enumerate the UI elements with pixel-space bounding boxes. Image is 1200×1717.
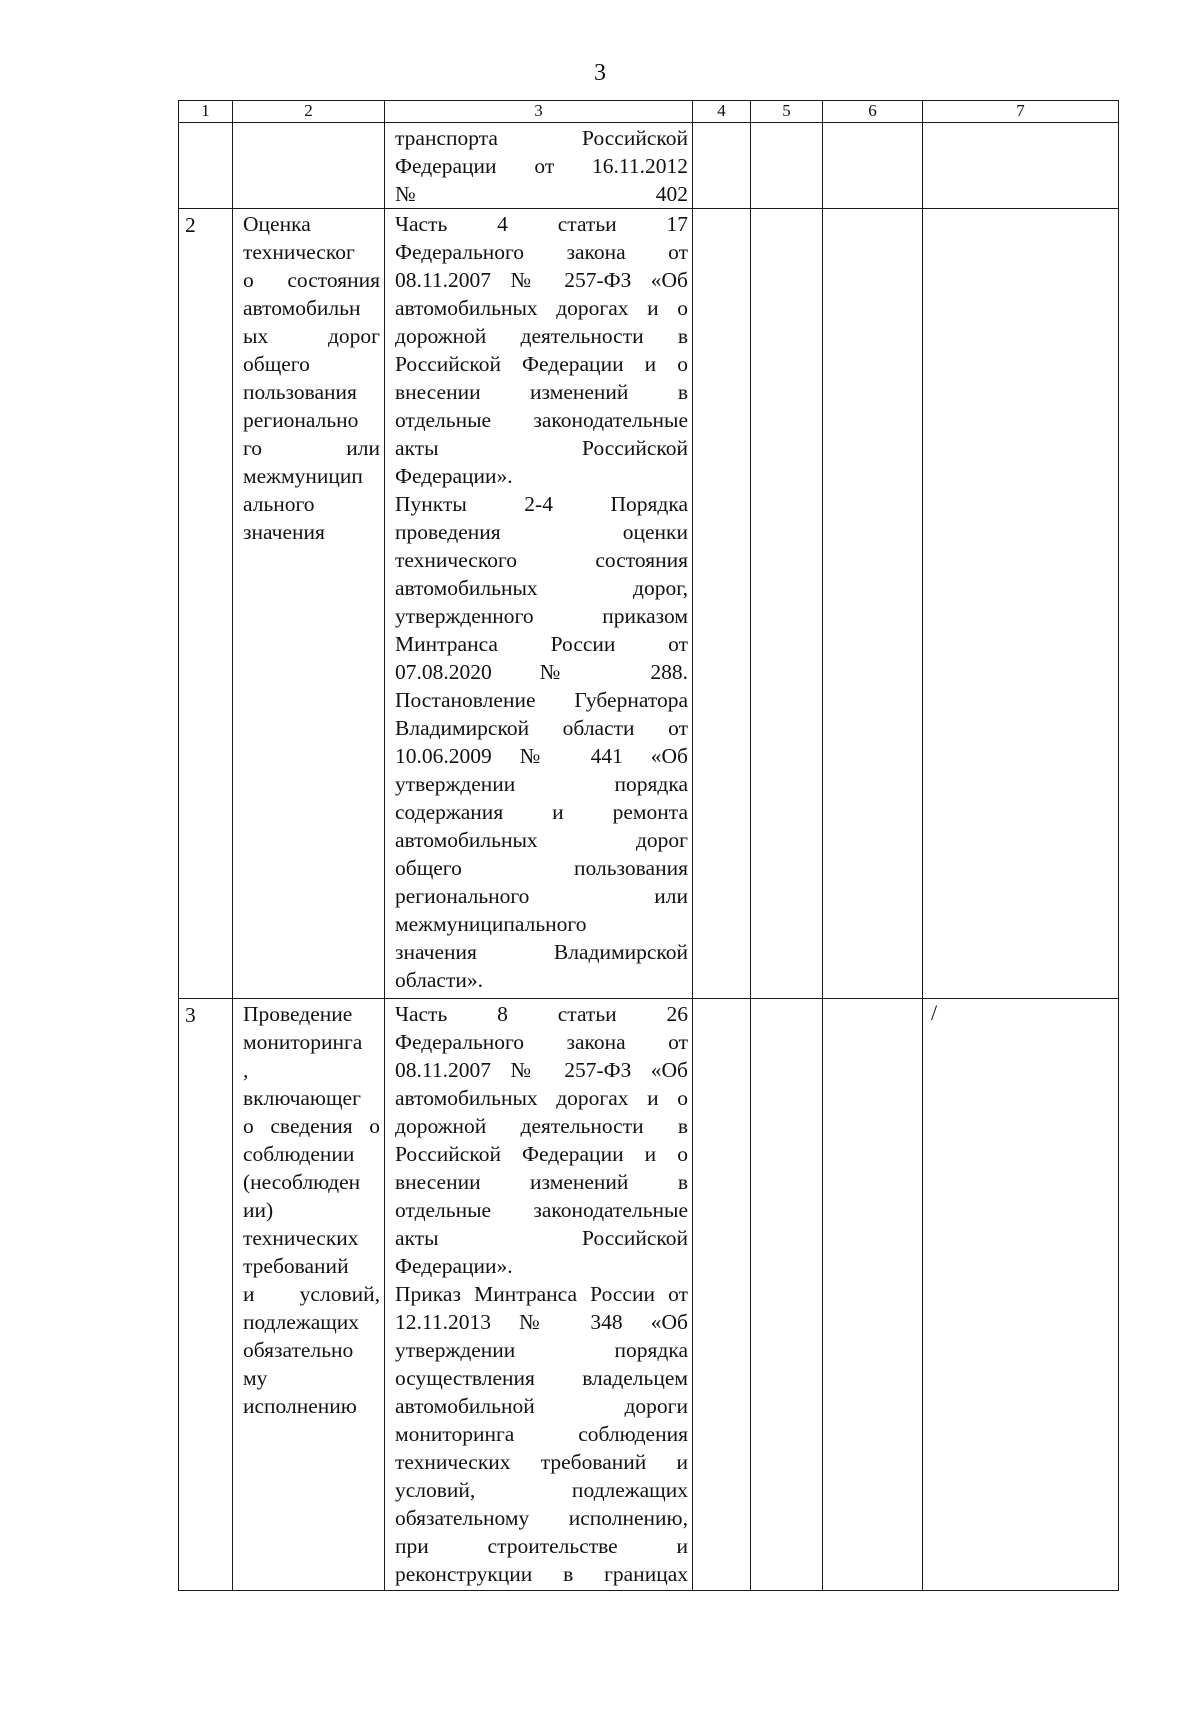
note-mark: / — [931, 1000, 938, 1025]
cell-text-line: технического состояния — [395, 548, 688, 572]
row-number: 3 — [185, 1003, 196, 1027]
activity-name-cell — [233, 999, 385, 1591]
activity-name-cell — [233, 209, 385, 999]
cell-text-line: Российской Федерации и о — [395, 1142, 688, 1166]
table-row — [179, 123, 1119, 209]
cell-text-line: обязательно — [243, 1338, 354, 1362]
cell-text-line: Проведение — [243, 1002, 353, 1026]
cell-text-line: Федерации». — [395, 1254, 513, 1278]
column-header: 3 — [385, 101, 693, 123]
cell-text-line: акты Российской — [395, 436, 688, 460]
cell-text-line: условий, подлежащих — [395, 1478, 688, 1502]
cell-text-line: отдельные законодательные — [395, 1198, 688, 1222]
cell-text-line: осуществления владельцем — [395, 1366, 688, 1390]
cell-text-line: подлежащих — [243, 1310, 360, 1334]
cell-text-line: утверждении порядка — [395, 1338, 688, 1362]
table-header-row — [179, 101, 1119, 123]
cell-text-line: автомобильных дорогах и о — [395, 296, 688, 320]
cell-text-line: Минтранса России от — [395, 632, 688, 656]
cell-text-line: дорожной деятельности в — [395, 324, 688, 348]
cell-text-line: ального — [243, 492, 315, 516]
cell-text-line: исполнению — [243, 1394, 357, 1418]
cell-text-line: утвержденного приказом — [395, 604, 688, 628]
cell-text-line: области». — [395, 968, 483, 992]
cell-text-line: Федерального закона от — [395, 1030, 688, 1054]
table-row — [179, 209, 1119, 999]
note-cell — [923, 123, 1119, 209]
cell-text-line: техническог — [243, 240, 355, 264]
cell-text-line: включающег — [243, 1086, 361, 1110]
row-number-cell — [179, 999, 233, 1591]
cell-text-line: пользования — [243, 380, 357, 404]
cell-text-line: му — [243, 1366, 268, 1390]
cell-text-line: № 402 — [395, 182, 688, 206]
cell-text-line: Федерального закона от — [395, 240, 688, 264]
empty-cell — [751, 209, 823, 999]
legal-act-cell — [385, 999, 693, 1591]
column-header: 4 — [693, 101, 751, 123]
cell-text-line: го или — [243, 436, 380, 460]
cell-text-line: мониторинга соблюдения — [395, 1422, 688, 1446]
cell-text-line: реконструкции в границах — [395, 1562, 688, 1586]
cell-text-line: и условий, — [243, 1282, 380, 1306]
cell-text-line: Часть 8 статьи 26 — [395, 1002, 688, 1026]
row-number-cell — [179, 123, 233, 209]
column-header: 5 — [751, 101, 823, 123]
cell-text-line: технических — [243, 1226, 359, 1250]
note-cell — [923, 209, 1119, 999]
cell-text-line: Часть 4 статьи 17 — [395, 212, 688, 236]
cell-text-line: Российской Федерации и о — [395, 352, 688, 376]
cell-text-line: (несоблюден — [243, 1170, 361, 1194]
cell-text-line: мониторинга — [243, 1030, 363, 1054]
cell-text-line: 12.11.2013 № 348 «Об — [395, 1310, 688, 1334]
table-row — [179, 999, 1119, 1591]
cell-text-line: регионального или — [395, 884, 688, 908]
cell-text-line: внесении изменений в — [395, 380, 688, 404]
cell-text-line: автомобильных дорогах и о — [395, 1086, 688, 1110]
cell-text-line: Владимирской области от — [395, 716, 688, 740]
cell-text-line: требований — [243, 1254, 349, 1278]
empty-cell — [693, 123, 751, 209]
column-header: 1 — [179, 101, 233, 123]
cell-text-line: соблюдении — [243, 1142, 355, 1166]
cell-text-line: 10.06.2009 № 441 «Об — [395, 744, 688, 768]
cell-text-line: содержания и ремонта — [395, 800, 688, 824]
cell-text-line: Постановление Губернатора — [395, 688, 688, 712]
legal-act-cell — [385, 209, 693, 999]
activity-name-cell — [233, 123, 385, 209]
cell-text-line: проведения оценки — [395, 520, 688, 544]
empty-cell — [823, 209, 923, 999]
cell-text-line: 08.11.2007 № 257-ФЗ «Об — [395, 268, 688, 292]
cell-text-line: межмуниципального — [395, 912, 587, 936]
cell-text-line: автомобильных дорог — [395, 828, 688, 852]
cell-text-line: Пункты 2-4 Порядка — [395, 492, 688, 516]
note-cell — [923, 999, 1119, 1591]
cell-text-line: акты Российской — [395, 1226, 688, 1250]
cell-text-line: 07.08.2020 № 288. — [395, 660, 688, 684]
cell-text-line: технических требований и — [395, 1450, 688, 1474]
cell-text-line: значения — [243, 520, 325, 544]
cell-text-line: автомобильной дороги — [395, 1394, 688, 1418]
empty-cell — [751, 123, 823, 209]
empty-cell — [693, 209, 751, 999]
cell-text-line: внесении изменений в — [395, 1170, 688, 1194]
cell-text-line: отдельные законодательные — [395, 408, 688, 432]
cell-text-line: Федерации от 16.11.2012 — [395, 154, 688, 178]
cell-text-line: Приказ Минтранса России от — [395, 1282, 688, 1306]
cell-text-line: при строительстве и — [395, 1534, 688, 1558]
column-header: 6 — [823, 101, 923, 123]
cell-text-line: Оценка — [243, 212, 311, 236]
cell-text-line: о сведения о — [243, 1114, 380, 1138]
empty-cell — [823, 123, 923, 209]
cell-text-line: ии) — [243, 1198, 274, 1222]
page-number: 3 — [594, 60, 606, 86]
cell-text-line: дорожной деятельности в — [395, 1114, 688, 1138]
cell-text-line: обязательному исполнению, — [395, 1506, 688, 1530]
cell-text-line: общего пользования — [395, 856, 688, 880]
cell-text-line: о состояния — [243, 268, 380, 292]
empty-cell — [751, 999, 823, 1591]
row-number-cell — [179, 209, 233, 999]
cell-text-line: , — [243, 1058, 249, 1082]
cell-text-line: 08.11.2007 № 257-ФЗ «Об — [395, 1058, 688, 1082]
cell-text-line: транспорта Российской — [395, 126, 688, 150]
cell-text-line: ых дорог — [243, 324, 380, 348]
cell-text-line: утверждении порядка — [395, 772, 688, 796]
cell-text-line: автомобильных дорог, — [395, 576, 688, 600]
cell-text-line: значения Владимирской — [395, 940, 688, 964]
cell-text-line: общего — [243, 352, 310, 376]
cell-text-line: межмуницип — [243, 464, 363, 488]
column-header: 2 — [233, 101, 385, 123]
cell-text-line: регионально — [243, 408, 359, 432]
empty-cell — [823, 999, 923, 1591]
cell-text-line: автомобильн — [243, 296, 361, 320]
column-header: 7 — [923, 101, 1119, 123]
document-table — [178, 100, 1119, 1591]
cell-text-line: Федерации». — [395, 464, 513, 488]
empty-cell — [693, 999, 751, 1591]
legal-act-cell — [385, 123, 693, 209]
row-number: 2 — [185, 213, 196, 237]
